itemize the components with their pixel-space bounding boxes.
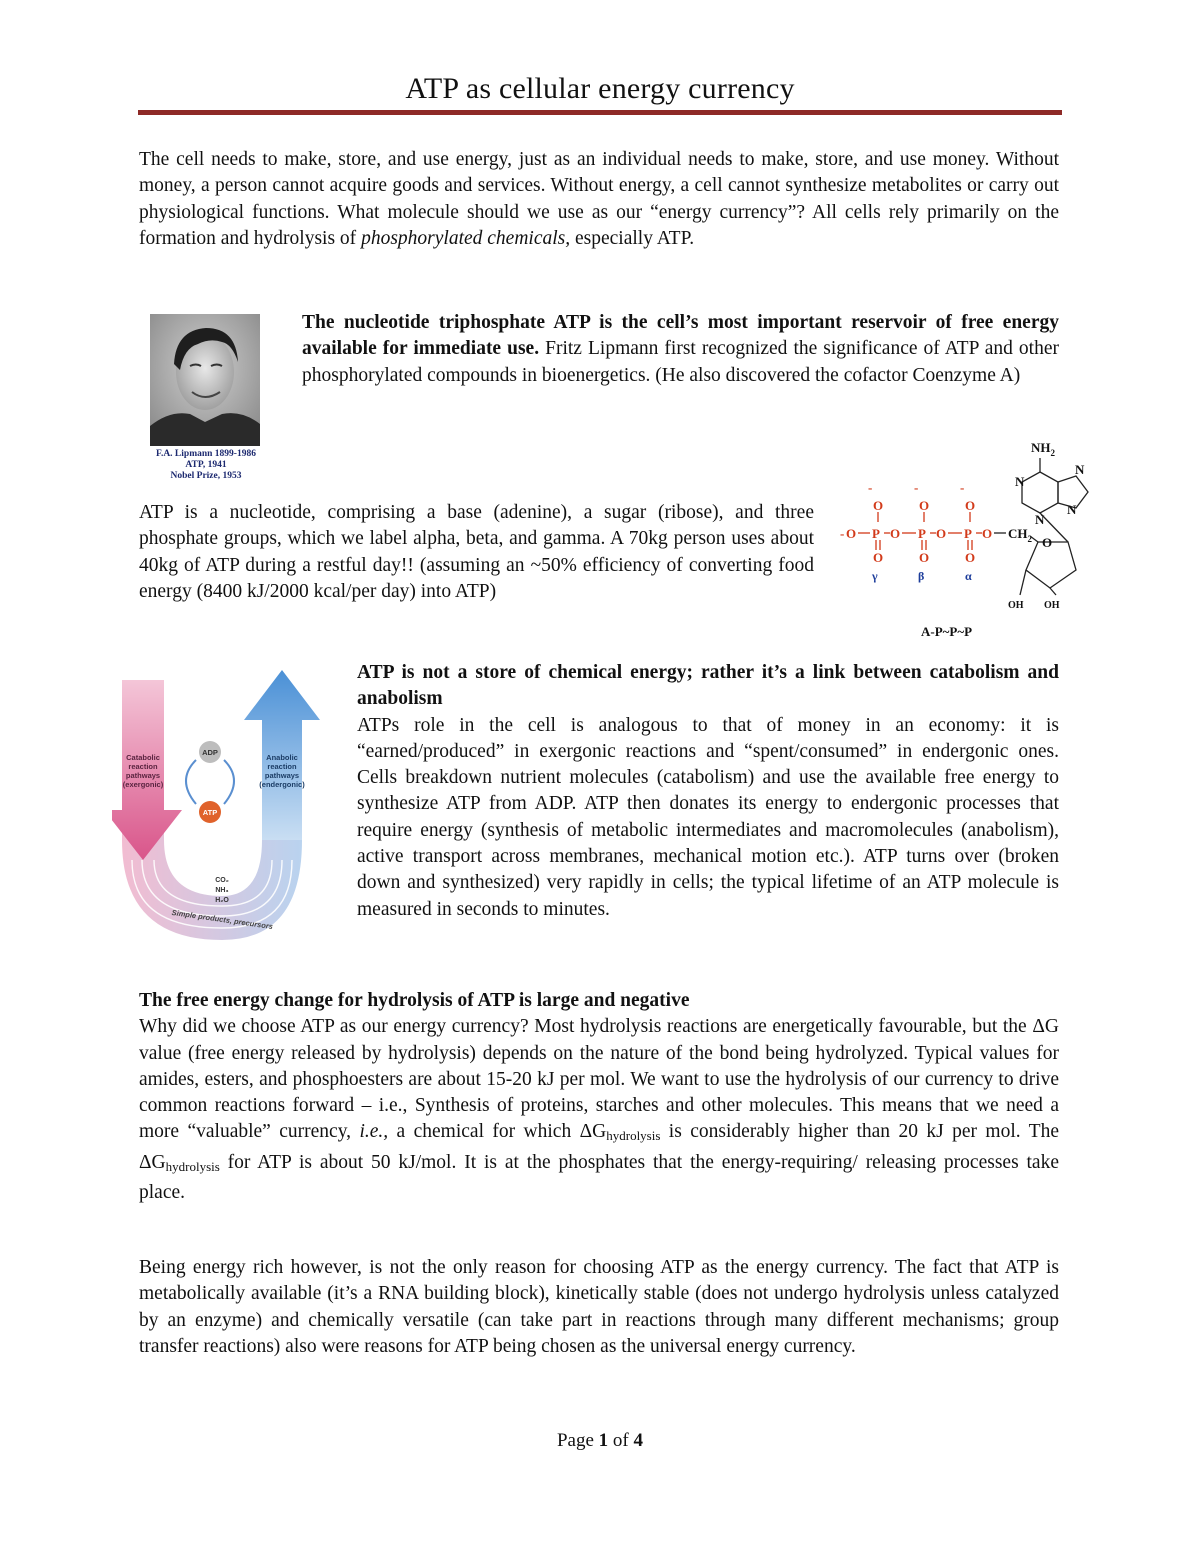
svg-text:reaction: reaction xyxy=(128,762,158,771)
svg-text:pathways: pathways xyxy=(264,771,300,780)
phosphorus-atom: P xyxy=(964,526,972,541)
hydrolysis-subscript: hydrolysis xyxy=(165,1158,220,1174)
svg-text:Anabolic: Anabolic xyxy=(266,753,298,762)
atp-label: ATP xyxy=(202,808,218,817)
oxygen-atom: O xyxy=(919,498,930,513)
ring-n: N xyxy=(1015,474,1025,489)
oxygen-atom: O xyxy=(890,526,901,541)
intro-text-2: especially ATP. xyxy=(570,227,695,249)
ring-n: N xyxy=(1075,462,1085,477)
oxygen-atom: O xyxy=(873,550,884,565)
oxygen-atom: O xyxy=(965,498,976,513)
svg-text:pathways: pathways xyxy=(125,771,161,780)
lipmann-text: Fritz Lipmann first recognized the significance of ATP and other phosphorylated compounds in bioenergetics. (He also discovered the cofactor Coenzyme A) xyxy=(302,338,1059,386)
oxygen-atom: O xyxy=(873,498,884,513)
svg-text:(endergonic): (endergonic) xyxy=(259,780,305,789)
caption-line: ATP, 1941 xyxy=(185,460,227,470)
oxygen-atom: O xyxy=(919,550,930,565)
atp-shorthand-label: A-P~P~P xyxy=(921,624,973,639)
footer-of-word: of xyxy=(612,1430,629,1451)
hydrolysis-ie: i.e., xyxy=(359,1121,389,1143)
caption-line: F.A. Lipmann 1899-1986 xyxy=(156,449,256,459)
phosphate-chain xyxy=(840,480,992,565)
footer-total-pages: 4 xyxy=(633,1430,643,1451)
phosphorus-atom: P xyxy=(872,526,880,541)
catabolic-label xyxy=(123,753,164,789)
charge-minus: - xyxy=(868,480,873,495)
amine-label: $NH_2$ xyxy=(1031,440,1055,458)
hydrolysis-text-3: is considerably higher than 20 kJ per mol. The ΔG xyxy=(139,1121,1059,1173)
oxygen-atom: O xyxy=(965,550,976,565)
page-title: ATP as cellular energy currency xyxy=(405,72,795,105)
reason-paragraph: Being energy rich however, is not the only reason for choosing ATP as the energy currency. The fact that ATP is metabolically available (it’s a RNA building block), kinetically stable (does not undergo hydrolysis unless catalyzed by an enzyme) and chemically versatile (can take part in reactions through many different mechanisms; group transfer reactions) also were reasons for ATP being chosen as the universal energy currency. xyxy=(139,1257,1059,1357)
adp-label: ADP xyxy=(202,748,218,757)
link-text: ATPs role in the cell is analogous to that of money in an economy: it is “earned/produced” in exergonic reactions and “spent/consumed” in endergonic ones. Cells breakdown nutrient molecules (catabolism) and use the available free energy to synthesize ATP from ADP. ATP then donates its energy to endergonic processes that require energy (synthesis of metabolic intermediates and macromolecules (anabolism), active transport across membranes, mechanical motion etc.). ATP turns over (broken down and synthesized) very rapidly in cells; the typical lifetime of an ATP molecule is measured in seconds to minutes. xyxy=(357,714,1059,920)
phosphorus-atom: P xyxy=(918,526,926,541)
atp-structure-diagram xyxy=(830,430,1100,645)
ch2-label: $CH_2$ xyxy=(1008,526,1032,544)
co2-label: CO₂ xyxy=(215,877,229,884)
hydrolysis-paragraph xyxy=(139,988,1059,1206)
h2o-label: H₂O xyxy=(215,897,229,904)
lipmann-photo xyxy=(150,314,260,446)
link-heading: ATP is not a store of chemical energy; rather it’s a link between catabolism and anabolism xyxy=(357,662,1059,710)
ribose-o: O xyxy=(1042,535,1053,550)
oxygen-atom: O xyxy=(936,526,947,541)
ring-n: N xyxy=(1067,502,1077,517)
alpha-label: α xyxy=(965,569,972,583)
intro-paragraph xyxy=(139,147,1059,252)
atp-cycle-diagram xyxy=(112,660,332,950)
lipmann-bold: The nucleotide triphosphate ATP is the cell’s most important reservoir of free energy available for immediate use. xyxy=(302,312,1059,360)
lipmann-paragraph xyxy=(302,310,1059,389)
page-footer xyxy=(0,1430,1200,1452)
beta-label: β xyxy=(918,569,925,583)
nh3-label: NH₃ xyxy=(215,887,229,894)
hydroxyl-label: OH xyxy=(1008,600,1024,611)
photo-caption xyxy=(132,449,280,482)
hydrolysis-subscript: hydrolysis xyxy=(606,1128,661,1144)
nucleotide-paragraph: ATP is a nucleotide, comprising a base (adenine), a sugar (ribose), and three phosphate groups, which we label alpha, beta, and gamma. A 70kg person uses about 40kg of ATP during a restful day!! (assuming an ~50% efficiency of converting food energy (8400 kJ/2000 kcal/per day) into ATP) xyxy=(139,502,814,602)
hydrolysis-text-1: Why did we choose ATP as our energy currency? Most hydrolysis reactions are energetically favourable, but the ΔG value (free energy released by hydrolysis) depends on the nature of the bond being hydrolyzed. Typical values for amides, esters, and phosphoesters are about 15-20 kJ per mol. We want to use the hydrolysis of our currency to drive common reactions forward – i.e., Synthesis of proteins, starches and other molecules. This means that we need a more “valuable” currency, xyxy=(139,1016,1059,1143)
ring-n: N xyxy=(1035,512,1045,527)
charge-minus: - xyxy=(960,480,965,495)
caption-line: Nobel Prize, 1953 xyxy=(170,471,242,481)
gamma-label: γ xyxy=(872,569,878,583)
oxygen-atom: O xyxy=(846,526,857,541)
footer-current-page: 1 xyxy=(598,1430,609,1451)
charge-minus: - xyxy=(840,526,845,541)
hydroxyl-label: OH xyxy=(1044,600,1060,611)
intro-italic: phosphorylated chemicals, xyxy=(361,227,571,249)
oxygen-atom: O xyxy=(982,526,993,541)
svg-text:Catabolic: Catabolic xyxy=(126,753,160,762)
footer-page-word: Page xyxy=(556,1430,594,1451)
svg-text:(exergonic): (exergonic) xyxy=(122,780,164,789)
link-paragraph xyxy=(357,660,1059,923)
hydrolysis-text-2: a chemical for which ΔG xyxy=(388,1121,607,1143)
charge-minus: - xyxy=(914,480,919,495)
svg-text:reaction: reaction xyxy=(267,762,297,771)
title-rule xyxy=(138,110,1062,115)
intro-text-1: The cell needs to make, store, and use energy, just as an individual needs to make, store, and use money. Without money, a person cannot acquire goods and services. Without energy, a cell cannot synthesize metabolites or carry out physiological functions. What molecule should we use as our “energy currency”? All cells rely primarily on the formation and hydrolysis of xyxy=(139,149,1059,249)
hydrolysis-text-4: for ATP is about 50 kJ/mol. It is at the phosphates that the energy-requiring/ releasing processes take place. xyxy=(139,1151,1059,1204)
hydrolysis-heading: The free energy change for hydrolysis of ATP is large and negative xyxy=(139,990,690,1011)
simple-products-label: Simple products, precursors xyxy=(171,907,274,932)
